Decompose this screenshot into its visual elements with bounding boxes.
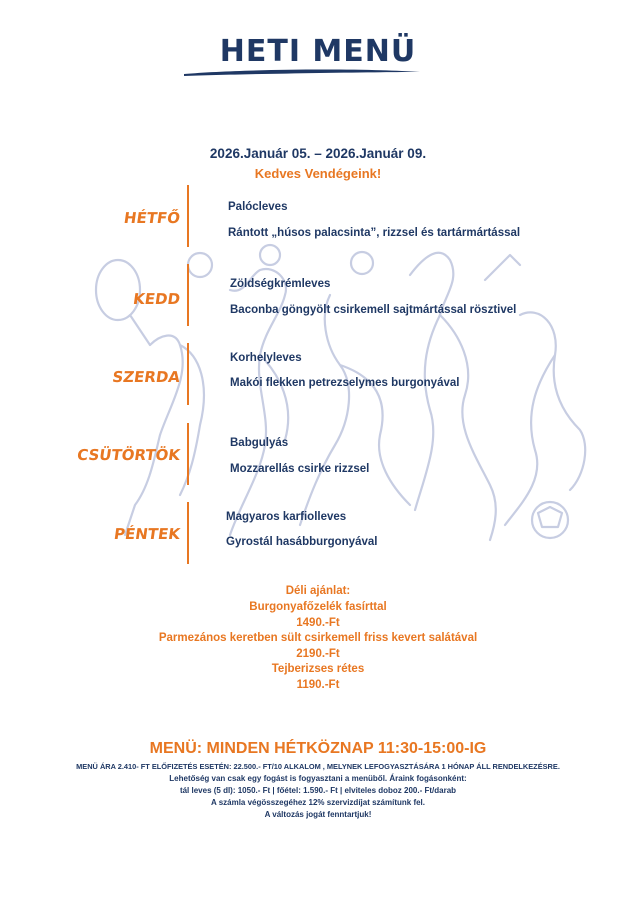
lunch-offer-item-price: 1190.-Ft [296, 679, 340, 691]
lunch-offer-heading: Déli ajánlat: [285, 585, 351, 597]
main-wednesday: Makói flekken petrezselymes burgonyával [230, 377, 460, 389]
footer-note: A számla végösszegéhez 12% szervizdíjat számítunk fel. [210, 798, 425, 807]
day-label-wednesday: SZERDA [111, 368, 182, 386]
soup-friday: Magyaros karfiolleves [226, 511, 347, 523]
lunch-offer-item-name: Tejberizses rétes [271, 663, 365, 675]
lunch-offer-item-price: 1490.-Ft [296, 617, 340, 629]
day-label-thursday: CSÜTÖRTÖK [75, 446, 182, 464]
main-monday: Rántott „húsos palacsinta”, rizzsel és tartármártással [228, 227, 521, 239]
day-label-monday: HÉTFŐ [122, 209, 182, 227]
main-friday: Gyrostál hasábburgonyával [226, 536, 378, 548]
day-divider [187, 185, 189, 247]
day-label-tuesday: KEDD [131, 290, 182, 308]
footer-note: A változás jogát fenntartjuk! [264, 810, 372, 819]
soup-tuesday: Zöldségkrémleves [230, 278, 331, 290]
main-tuesday: Baconba göngyölt csirkemell sajtmártással rösztivel [230, 304, 517, 316]
day-divider [187, 343, 189, 405]
menu-time-heading: MENÜ: MINDEN HÉTKÖZNAP 11:30-15:00-IG [149, 740, 487, 757]
title-underline-decoration [182, 66, 422, 78]
day-label-friday: PÉNTEK [112, 525, 182, 543]
footer-note: Lehetőség van csak egy fogást is fogyasztani a menüből. Áraink fogásonként: [169, 774, 467, 783]
page-title: HETI MENÜ [219, 34, 417, 69]
day-divider [187, 423, 189, 485]
day-divider [187, 264, 189, 326]
day-divider [187, 502, 189, 564]
soup-thursday: Babgulyás [230, 437, 289, 449]
lunch-offer-item-name: Burgonyafőzelék fasírttal [249, 601, 387, 613]
greeting: Kedves Vendégeink! [254, 166, 382, 181]
lunch-offer-item-price: 2190.-Ft [296, 648, 340, 660]
soup-monday: Palócleves [228, 201, 288, 213]
main-thursday: Mozzarellás csirke rizzsel [230, 463, 370, 475]
footer-note: tál leves (5 dl): 1050.- Ft | főétel: 1.590.- Ft | elviteles doboz 200.- Ft/darab [179, 786, 457, 795]
soup-wednesday: Korhelyleves [230, 352, 302, 364]
menu-price-line: MENÜ ÁRA 2.410- FT ELŐFIZETÉS ESETÉN: 22.500.- FT/10 ALKALOM , MELYNEK LEFOGYASZTÁSÁRA 1 HÓNAP ÁLL RENDELKEZÉSRE. [76, 762, 560, 771]
date-range: 2026.Január 05. – 2026.Január 09. [209, 146, 427, 161]
lunch-offer-item-name: Parmezános keretben sült csirkemell friss kevert salátával [158, 632, 478, 644]
